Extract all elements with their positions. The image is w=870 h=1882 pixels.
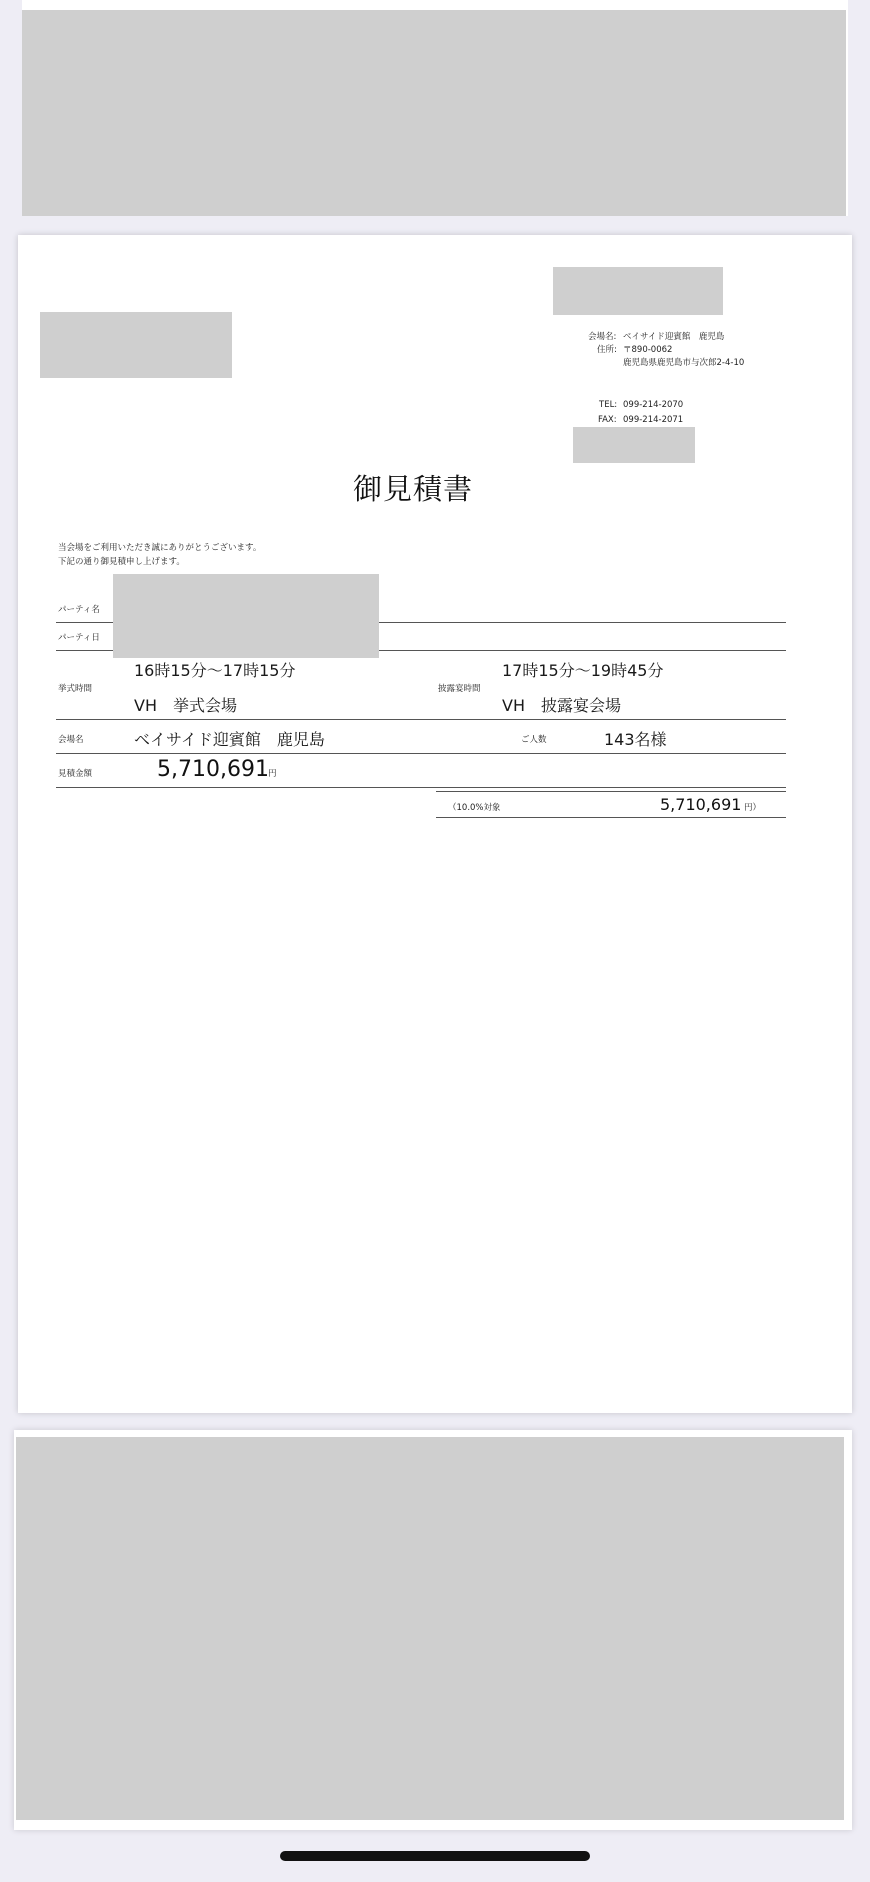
divider [56,753,786,754]
ceremony-place: VH 挙式会場 [134,696,237,715]
reception-time-label: 披露宴時間 [438,684,481,694]
venue-name: ベイサイド迎賓館 鹿児島 [623,332,725,342]
estimate-amount: 5,710,691 [157,757,269,782]
greeting-line-2: 下記の通り御見積申し上げます。 [58,557,185,567]
tel-number: 099-214-2070 [623,400,684,410]
venue-label: 会場名 [58,735,84,745]
estimate-yen: 円 [268,769,277,779]
venue-name-label: 会場名: [588,332,617,342]
ceremony-time-label: 挙式時間 [58,684,93,694]
divider [436,791,786,792]
redacted-area [16,1437,844,1820]
document-title: 御見積書 [353,472,474,506]
address-label: 住所: [597,345,617,355]
postal-code: 〒890-0062 [623,345,673,355]
redacted-recipient [40,312,232,378]
redacted-area [22,10,846,216]
reception-place: VH 披露宴会場 [502,696,621,715]
divider [56,719,786,720]
tax-yen: 円） [744,803,762,813]
fax-number: 099-214-2071 [623,415,684,425]
redacted-stamp [573,427,695,463]
redacted-logo [553,267,723,315]
greeting-line-1: 当会場をご利用いただき誠にありがとうございます。 [58,543,262,553]
divider [56,787,786,788]
ceremony-time: 16時15分～17時15分 [134,661,296,680]
tel-label: TEL: [599,400,618,410]
guests-value: 143名様 [604,730,667,749]
estimate-sheet [18,235,852,1413]
divider [436,817,786,818]
home-indicator[interactable] [280,1851,590,1861]
redacted-party-info [113,574,379,658]
party-date-label: パーティ日 [58,633,100,643]
reception-time: 17時15分～19時45分 [502,661,664,680]
address: 鹿児島県鹿児島市与次郎2-4-10 [623,358,745,368]
venue-value: ベイサイド迎賓館 鹿児島 [134,730,325,749]
party-name-label: パーティ名 [58,605,100,615]
tax-label: （10.0%対象 [448,803,501,813]
fax-label: FAX: [598,415,617,425]
tax-amount: 5,710,691 [660,795,742,814]
guests-label: ご人数 [521,735,547,745]
estimate-label: 見積金額 [58,769,93,779]
